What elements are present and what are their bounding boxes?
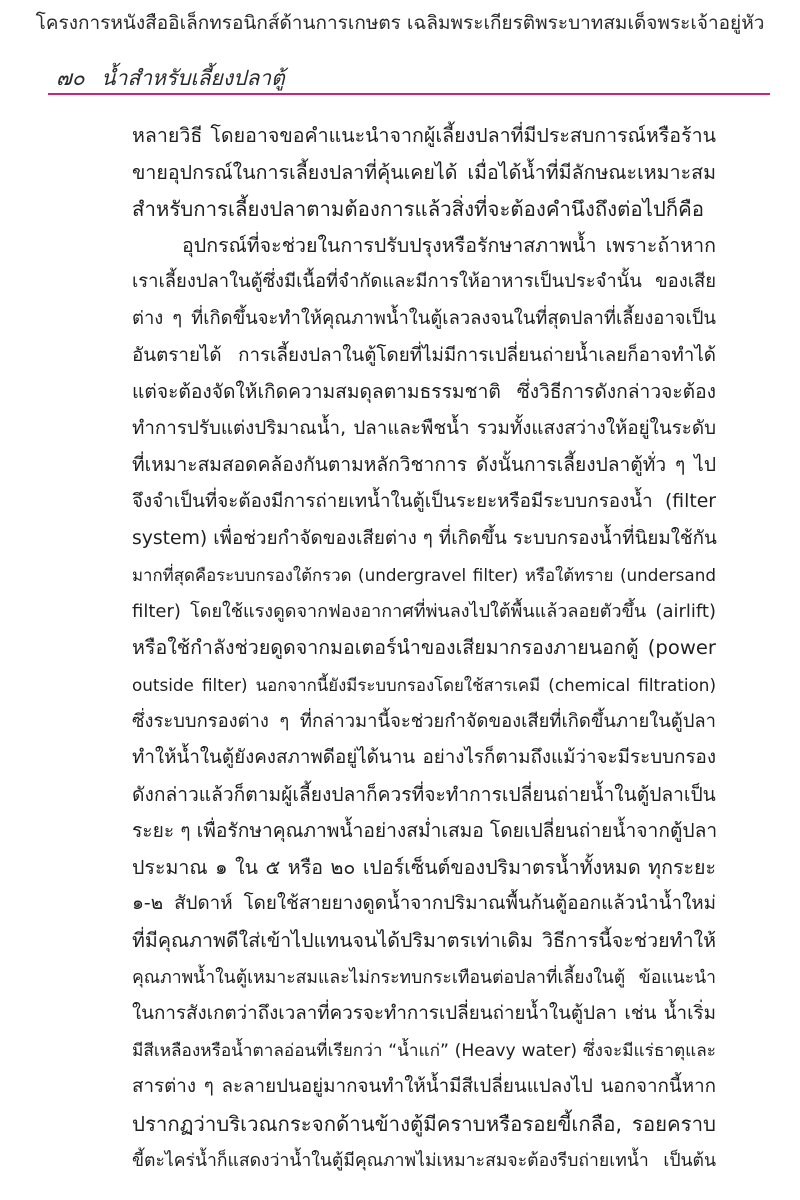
header-divider (48, 93, 770, 95)
text-line: จึงจำเป็นที่จะต้องมีการถ่ายเทน้ำในตู้เป็นระยะหรือมีระบบกรองน้ำ (filter (132, 490, 716, 512)
body-text (132, 118, 716, 1179)
text-line: มีสีเหลืองหรือน้ำตาลอ่อนที่เรียกว่า “น้ำแก่” (Heavy water) ซึ่งจะมีแร่ธาตุและ (132, 1040, 716, 1061)
text-line: เราเลี้ยงปลาในตู้ซึ่งมีเนื้อที่จำกัดและมีการให้อาหารเป็นประจำนั้น ของเสีย (132, 271, 716, 293)
text-line: หลายวิธี โดยอาจขอคำแนะนำจากผู้เลี้ยงปลาที่มีประสบการณ์หรือร้าน (132, 124, 716, 147)
text-line: มากที่สุดคือระบบกรองใต้กรวด (undergravel filter) หรือใต้ทราย (undersand (132, 565, 716, 586)
text-line: ซึ่งระบบกรองต่าง ๆ ที่กล่าวมานี้จะช่วยกำจัดของเสียที่เกิดขึ้นภายในตู้ปลา (132, 710, 716, 732)
page-number: ๗๐ (56, 66, 85, 90)
text-line: filter) โดยใช้แรงดูดจากฟองอากาศที่พ่นลงไปใต้พื้นแล้วลอยตัวขึ้น (airlift) (132, 600, 716, 622)
text-line: แต่จะต้องจัดให้เกิดความสมดุลตามธรรมชาติ ซึ่งวิธีการดังกล่าวจะต้อง (132, 380, 716, 404)
text-line: หรือใช้กำลังช่วยดูดจากมอเตอร์นำของเสียมากรองภายนอกตู้ (power (132, 636, 716, 660)
text-line: ทำให้น้ำในตู้ยังคงสภาพดีอยู่ได้นาน อย่างไรก็ตามถึงแม้ว่าจะมีระบบกรอง (132, 747, 716, 769)
text-line: สำหรับการเลี้ยงปลาตามต้องการแล้วสิ่งที่จะต้องคำนึงถึงต่อไปก็คือ (132, 197, 705, 222)
text-line: ขี้ตะไคร่น้ำก็แสดงว่าน้ำในตู้มีคุณภาพไม่เหมาะสมจะต้องรีบถ่ายเทน้ำ เป็นต้น (132, 1150, 716, 1171)
text-line: ที่มีคุณภาพดีใส่เข้าไปแทนจนได้ปริมาตรเท่าเดิม วิธีการนี้จะช่วยทำให้ (132, 929, 716, 953)
text-line: ๑-๒ สัปดาห์ โดยใช้สายยางดูดน้ำจากปริมาณพื้นก้นตู้ออกแล้วนำน้ำใหม่ (132, 893, 716, 915)
text-line: ทำการปรับแต่งปริมาณน้ำ, ปลาและพืชน้ำ รวมทั้งแสงสว่างให้อยู่ในระดับ (132, 417, 716, 439)
running-head (56, 62, 285, 95)
chapter-title: น้ำสำหรับเลี้ยงปลาตู้ (101, 66, 285, 90)
text-line: สารต่าง ๆ ละลายปนอยู่มากจนทำให้น้ำมีสีเปลี่ยนแปลงไป นอกจากนี้หาก (132, 1076, 716, 1098)
series-header: โครงการหนังสืออิเล็กทรอนิกส์ด้านการเกษตร เฉลิมพระเกียรติพระบาทสมเด็จพระเจ้าอยู่หัว (35, 12, 765, 34)
text-line: ปรากฏว่าบริเวณกระจกด้านข้างตู้มีคราบหรือรอยขี้เกลือ, รอยคราบ (132, 1112, 716, 1137)
text-line: ในการสังเกตว่าถึงเวลาที่ควรจะทำการเปลี่ยนถ่ายน้ำในตู้ปลา เช่น น้ำเริ่ม (132, 1003, 716, 1025)
text-line: คุณภาพน้ำในตู้เหมาะสมและไม่กระทบกระเทือนต่อปลาที่เลี้ยงในตู้ ข้อแนะนำ (132, 967, 716, 988)
text-line: อันตรายได้ การเลี้ยงปลาในตู้โดยที่ไม่มีการเปลี่ยนถ่ายน้ำเลยก็อาจทำได้ (132, 344, 716, 366)
text-line: อุปกรณ์ที่จะช่วยในการปรับปรุงหรือรักษาสภาพน้ำ เพราะถ้าหาก (182, 233, 716, 257)
text-line: ระยะ ๆ เพื่อรักษาคุณภาพน้ำอย่างสม่ำเสมอ โดยเปลี่ยนถ่ายน้ำจากตู้ปลา (132, 819, 718, 843)
text-line: ขายอุปกรณ์ในการเลี้ยงปลาที่คุ้นเคยได้ เมื่อได้น้ำที่มีลักษณะเหมาะสม (132, 160, 716, 184)
text-line: outside filter) นอกจากนี้ยังมีระบบกรองโดยใช้สารเคมี (chemical filtration) (132, 674, 716, 695)
text-line: ต่าง ๆ ที่เกิดขึ้นจะทำให้คุณภาพน้ำในตู้เลวลงจนในที่สุดปลาที่เลี้ยงอาจเป็น (132, 307, 716, 329)
text-line: ดังกล่าวแล้วก็ตามผู้เลี้ยงปลาก็ควรที่จะทำการเปลี่ยนถ่ายน้ำในตู้ปลาเป็น (132, 782, 716, 806)
text-line: ที่เหมาะสมสอดคล้องกันตามหลักวิชาการ ดังนั้นการเลี้ยงปลาตู้ทั่ว ๆ ไป (132, 453, 716, 477)
text-line: ประมาณ ๑ ใน ๕ หรือ ๒๐ เปอร์เซ็นต์ของปริมาตรน้ำทั้งหมด ทุกระยะ (132, 855, 716, 879)
text-line: system) เพื่อช่วยกำจัดของเสียต่าง ๆ ที่เกิดขึ้น ระบบกรองน้ำที่นิยมใช้กัน (132, 527, 717, 549)
